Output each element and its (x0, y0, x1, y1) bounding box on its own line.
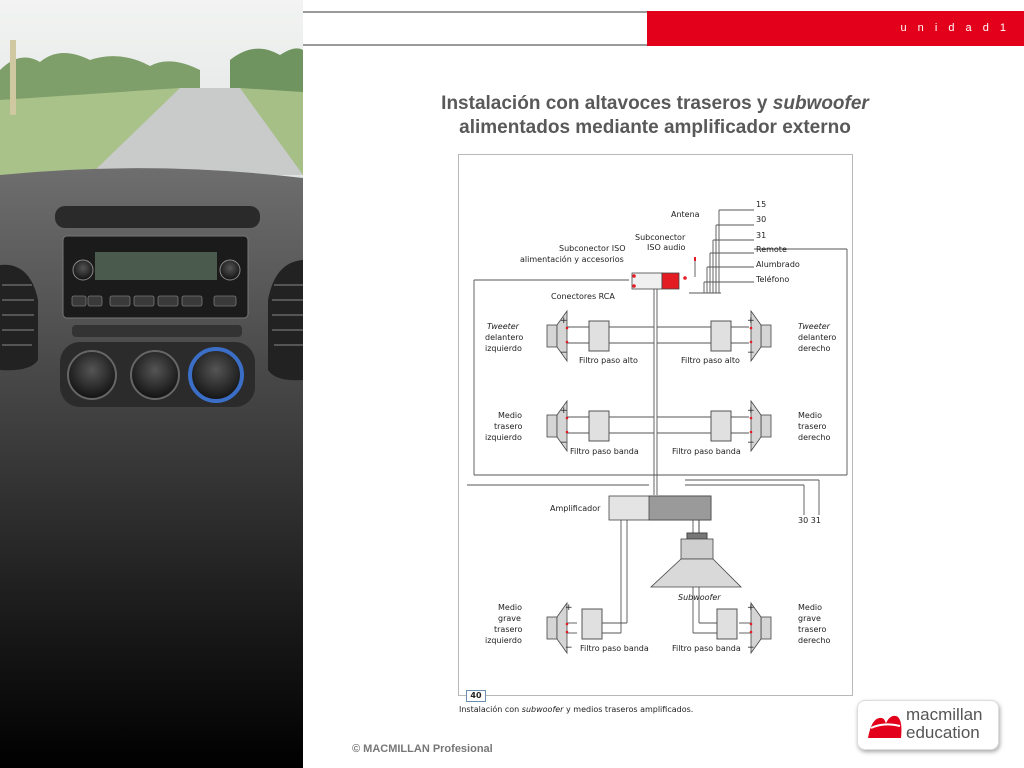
title-line1-prefix: Instalación con altavoces traseros y (441, 93, 773, 114)
svg-text:+: + (565, 603, 573, 613)
label-alumbrado: Alumbrado (756, 260, 800, 269)
label-filtro-banda-1: Filtro paso banda (570, 447, 639, 456)
label-medio-izq-2: trasero (494, 422, 523, 431)
label-15: 15 (756, 200, 767, 209)
label-30: 30 (756, 215, 767, 224)
caption-em: subwoofer (521, 705, 564, 714)
label-grave-izq-2: grave (498, 614, 521, 623)
label-medio-der-2: trasero (798, 422, 827, 431)
label-grave-izq-3: trasero (494, 625, 523, 634)
caption-prefix: Instalación con (459, 705, 522, 714)
title-line1-em: subwoofer (772, 93, 869, 114)
logo-line1: macmillan (906, 705, 983, 724)
label-tweeter-der-1: Tweeter (798, 322, 830, 331)
label-filtro-alto-der: Filtro paso alto (681, 356, 740, 365)
header-rule-top (303, 11, 647, 13)
label-grave-der-3: trasero (798, 625, 827, 634)
slide-title (400, 92, 910, 140)
copyright-text: © MACMILLAN Profesional (352, 743, 493, 755)
label-31: 31 (756, 231, 767, 240)
title-line2: alimentados mediante amplificador externo (459, 117, 851, 138)
label-tweeter-izq-3: izquierdo (485, 344, 522, 353)
label-tweeter-der-3: derecho (798, 344, 831, 353)
label-remote: Remote (756, 245, 787, 254)
label-subconector-audio-1: Subconector (635, 233, 686, 242)
label-medio-izq-3: izquierdo (485, 433, 522, 442)
label-antena: Antena (671, 210, 700, 219)
svg-text:−: − (747, 643, 755, 653)
label-medio-der-3: derecho (798, 433, 831, 442)
label-30-31: 30 31 (798, 516, 821, 525)
label-telefono: Teléfono (756, 275, 790, 284)
svg-text:−: − (560, 348, 568, 358)
macmillan-logo (857, 700, 999, 750)
header-red-band (647, 11, 1024, 46)
svg-text:+: + (560, 316, 568, 326)
label-filtro-banda-4: Filtro paso banda (672, 644, 741, 653)
label-tweeter-izq-2: delantero (485, 333, 524, 342)
unit-label: u n i d a d 1 (900, 22, 1010, 34)
label-filtro-alto-izq: Filtro paso alto (579, 356, 638, 365)
svg-text:−: − (747, 348, 755, 358)
header-rule-bottom (303, 44, 647, 46)
label-tweeter-izq-1: Tweeter (487, 322, 519, 331)
dashboard-photo (0, 0, 303, 768)
svg-text:+: + (747, 316, 755, 326)
label-conectores-rca: Conectores RCA (551, 292, 615, 301)
label-subconector-iso-1: Subconector ISO (559, 244, 626, 253)
svg-text:−: − (560, 438, 568, 448)
svg-text:+: + (560, 406, 568, 416)
macmillan-logo-icon (866, 710, 904, 742)
svg-text:−: − (747, 438, 755, 448)
label-grave-izq-1: Medio (498, 603, 523, 612)
label-subwoofer: Subwoofer (678, 593, 721, 602)
label-subconector-iso-2: alimentación y accesorios (520, 255, 624, 264)
label-grave-der-4: derecho (798, 636, 831, 645)
label-amplificador: Amplificador (550, 504, 601, 513)
caption-suffix: y medios traseros amplificados. (563, 705, 694, 714)
label-grave-der-1: Medio (798, 603, 823, 612)
label-filtro-banda-3: Filtro paso banda (580, 644, 649, 653)
svg-text:+: + (747, 603, 755, 613)
label-filtro-banda-2: Filtro paso banda (672, 447, 741, 456)
label-tweeter-der-2: delantero (798, 333, 837, 342)
label-grave-izq-4: izquierdo (485, 636, 522, 645)
svg-text:−: − (565, 643, 573, 653)
label-medio-der-1: Medio (798, 411, 823, 420)
logo-line2: education (906, 723, 980, 742)
svg-text:+: + (747, 406, 755, 416)
wiring-diagram (458, 154, 853, 696)
figure-number: 40 (466, 690, 486, 702)
label-subconector-audio-2: ISO audio (647, 243, 686, 252)
figure-caption (459, 705, 693, 714)
label-medio-izq-1: Medio (498, 411, 523, 420)
label-grave-der-2: grave (798, 614, 821, 623)
